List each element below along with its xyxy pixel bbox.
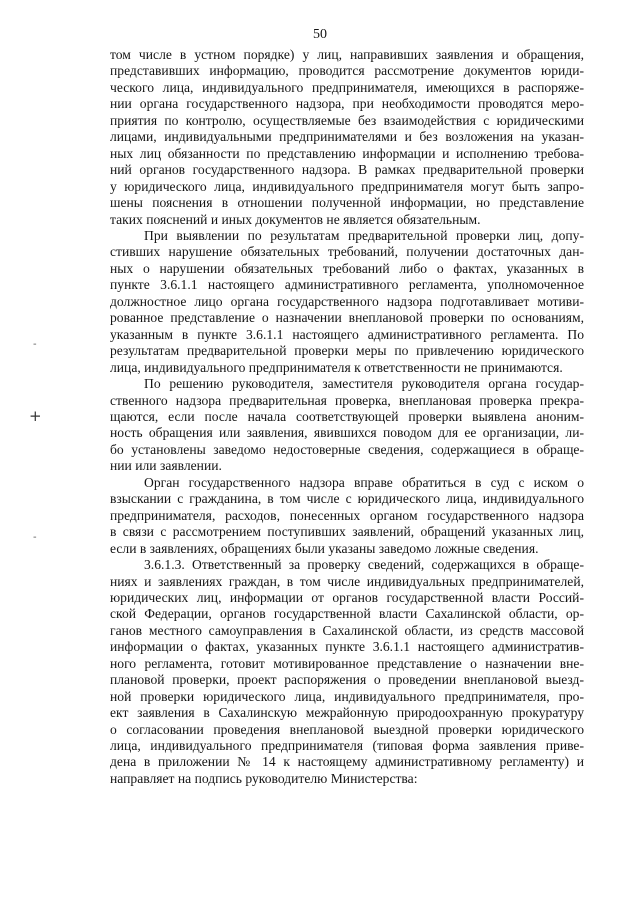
text-line: предпринимателя, расходов, понесенных органом государственного надзора xyxy=(110,507,584,523)
paragraph-4 xyxy=(110,475,584,557)
text-line: ных лиц обязанности по представлению информации и исполнению требова- xyxy=(110,145,584,161)
paragraph-1 xyxy=(110,47,584,228)
body-text xyxy=(110,47,584,787)
text-line: ской Федерации, органов государственной власти Сахалинской области, ор- xyxy=(110,606,584,622)
text-line: лицами, индивидуальными предпринимателями и без возложения на указан- xyxy=(110,129,584,145)
text-line: лица, индивидуального предпринимателя (типовая форма заявления приве- xyxy=(110,738,584,754)
text-line: в связи с рассмотрением поступивших заявлений, обращений указанных лиц, xyxy=(110,524,584,540)
margin-dash-mark-2: - xyxy=(33,532,37,543)
text-line: ект заявления в Сахалинскую межрайонную природоохранную прокуратуру xyxy=(110,705,584,721)
text-line: о согласовании проведения внеплановой выездной проверки юридического xyxy=(110,721,584,737)
text-line: ганов местного самоуправления в Сахалинской области, из средств массовой xyxy=(110,622,584,638)
text-line: должностное лицо органа государственного надзора подготавливает мотиви- xyxy=(110,293,584,309)
text-line: нии органа государственного надзора, при необходимости проводятся меро- xyxy=(110,96,584,112)
text-line: дена в приложении № 14 к настоящему административному регламенту) и xyxy=(110,754,584,770)
text-line: ной проверки юридического лица, индивидуального предпринимателя, про- xyxy=(110,688,584,704)
text-line: у юридического лица, индивидуального предпринимателя могут быть запро- xyxy=(110,178,584,194)
text-line: плановой проверки, проект распоряжения о проведении внеплановой выезд- xyxy=(110,672,584,688)
text-line: 3.6.1.3. Ответственный за проверку сведений, содержащихся в обраще- xyxy=(144,557,584,573)
text-line: представивших информацию, проводится рассмотрение документов юриди- xyxy=(110,63,584,79)
text-line: ных о нарушении обязательных требований либо о фактах, указанных в xyxy=(110,260,584,276)
text-line: том числе в устном порядке) у лиц, направивших заявления и обращения, xyxy=(110,47,584,62)
text-line: шены пояснения в отношении полученной информации, но представление xyxy=(110,195,584,211)
text-line: лица, индивидуального предпринимателя к ответственности не принимаются. xyxy=(110,359,563,375)
text-line: стивших нарушение обязательных требований, получении достаточных дан- xyxy=(110,244,584,260)
text-line: ность обращения или заявления, явившихся поводом для ее организации, ли- xyxy=(110,425,584,441)
margin-cross-mark: + xyxy=(29,407,42,425)
text-line: бо установлены заведомо недостоверные сведения, содержащиеся в обраще- xyxy=(110,441,584,457)
text-line: ческого лица, индивидуального предпринимателя, имеющихся в распоряже- xyxy=(110,79,584,95)
text-line: юридических лиц, информации от органов государственной власти Россий- xyxy=(110,589,584,605)
text-line: ний органов государственного надзора. В рамках предварительной проверки xyxy=(110,162,584,178)
text-line: ственного надзора предварительная проверка, внеплановая проверка прекра- xyxy=(110,392,584,408)
text-line: указанным в пункте 3.6.1.1 настоящего административного регламента. По xyxy=(110,326,584,342)
text-line: результатам предварительной проверки меры по привлечению юридического xyxy=(110,343,584,359)
text-line: рованное представление о назначении внеплановой проверки по основаниям, xyxy=(110,310,584,326)
text-line: ниях и заявлениях граждан, в том числе индивидуальных предпринимателей, xyxy=(110,573,584,589)
text-line: приятия по контролю, осуществляемые без взаимодействия с юридическими xyxy=(110,112,584,128)
text-line: направляет на подпись руководителю Министерства: xyxy=(110,770,418,786)
text-line: взыскании с гражданина, в том числе с юридического лица, индивидуального xyxy=(110,491,584,507)
text-line: если в заявлениях, обращениях были указаны заведомо ложные сведения. xyxy=(110,540,539,556)
paragraph-3 xyxy=(110,376,584,475)
text-line: При выявлении по результатам предварительной проверки лиц, допу- xyxy=(144,227,584,243)
text-line: таких пояснений и иных документов не является обязательным. xyxy=(110,211,481,227)
text-line: Орган государственного надзора вправе обратиться в суд с иском о xyxy=(144,474,584,490)
page-number: 50 xyxy=(313,27,327,42)
text-line: По решению руководителя, заместителя руководителя органа государ- xyxy=(144,376,584,392)
paragraph-5 xyxy=(110,557,584,787)
text-line: щаются, если после начала соответствующей проверки выявлена аноним- xyxy=(110,408,584,424)
text-line: нии или заявлении. xyxy=(110,458,222,474)
text-line: пункте 3.6.1.1 настоящего административного регламента, уполномоченное xyxy=(110,277,584,293)
margin-dash-mark: - xyxy=(33,339,37,350)
paragraph-2 xyxy=(110,228,584,376)
text-line: информации о фактах, указанных пункте 3.6.1.1 настоящего административ- xyxy=(110,639,584,655)
text-line: ного регламента, готовит мотивированное представление о назначении вне- xyxy=(110,655,584,671)
